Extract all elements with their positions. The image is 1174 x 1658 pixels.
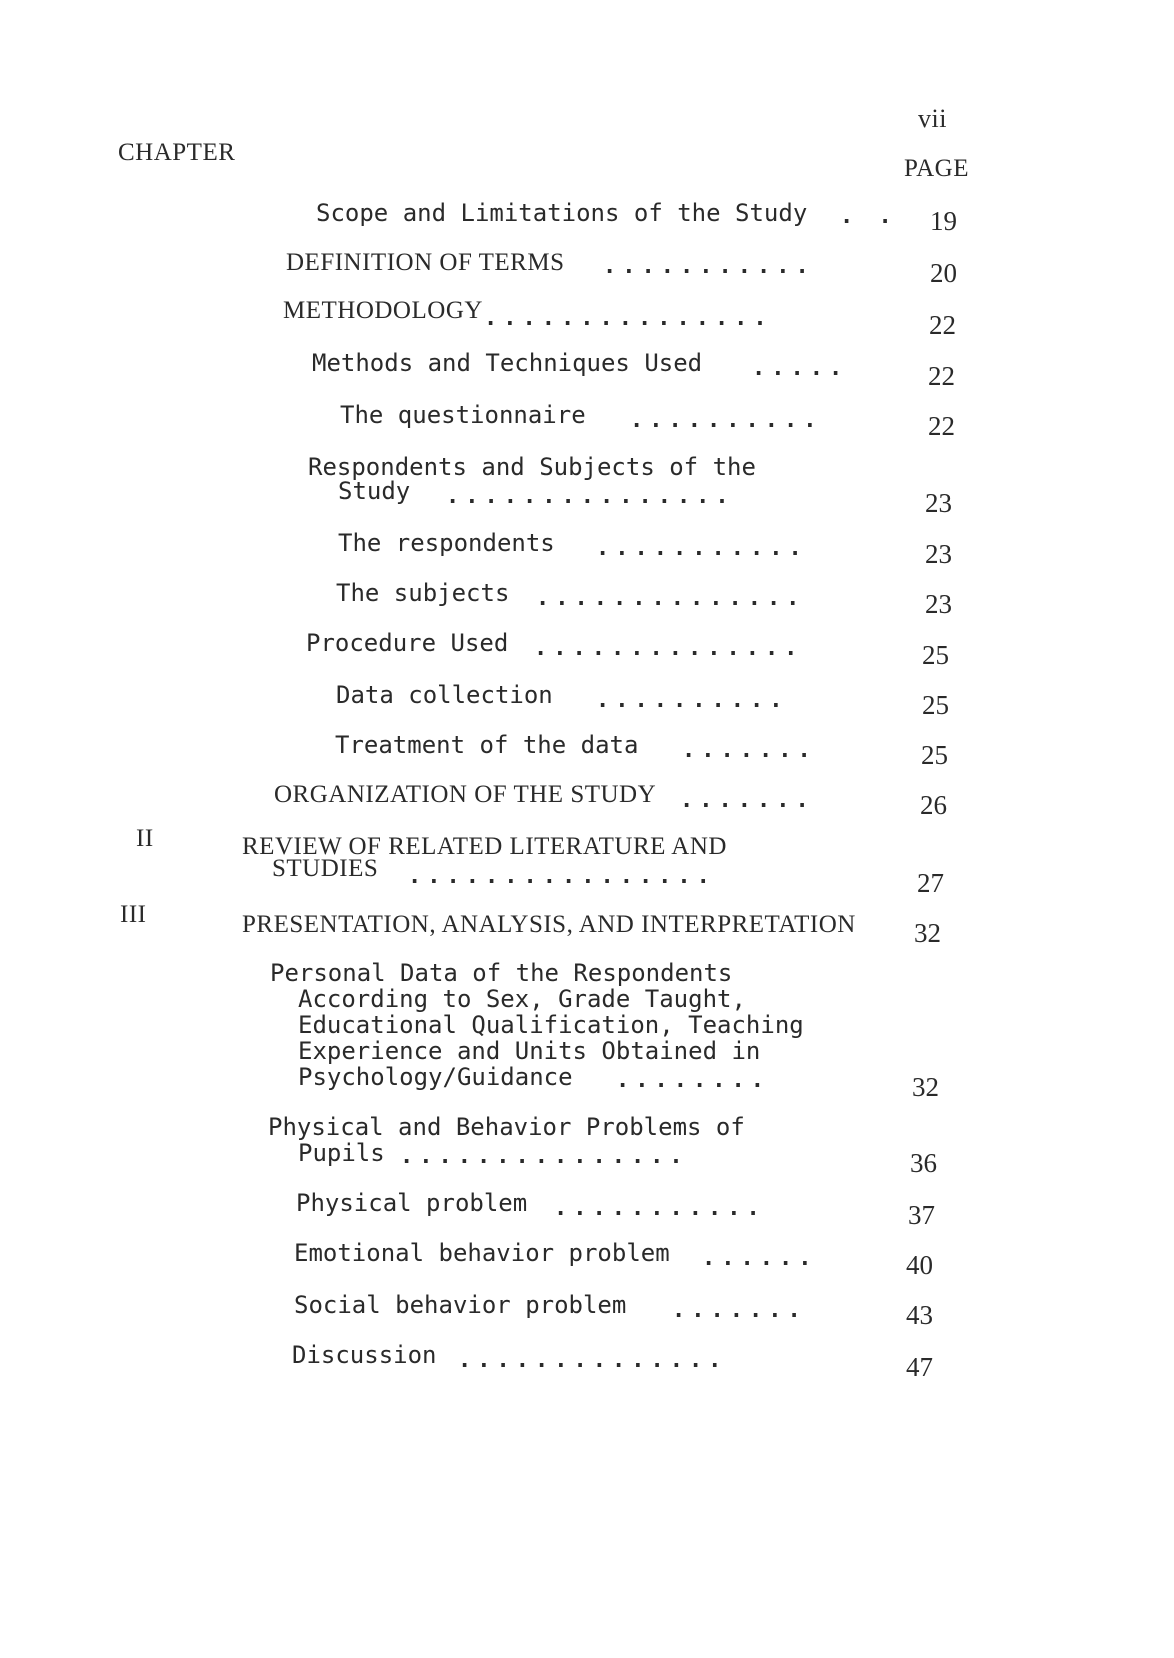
toc-entry-social-page: 43 (906, 1300, 933, 1330)
toc-entry-personal-data-label-line1: Personal Data of the Respondents (270, 959, 733, 987)
toc-entry-the-respondents-label: The respondents (338, 529, 555, 557)
toc-entry-physical-problem-leader: ........... (554, 1196, 766, 1221)
toc-entry-scope-label: Scope and Limitations of the Study (316, 199, 808, 227)
toc-entry-personal-data-label-line2: According to Sex, Grade Taught, (298, 985, 746, 1013)
toc-entry-methods-leader: ..... (752, 356, 849, 381)
toc-entry-respondents-subjects-page: 23 (925, 488, 952, 518)
toc-entry-methodology-label: METHODOLOGY (283, 297, 483, 324)
toc-entry-methods-label: Methods and Techniques Used (312, 349, 703, 377)
toc-entry-discussion-page: 47 (906, 1352, 933, 1382)
toc-entry-definition-page: 20 (930, 258, 957, 288)
chapter-column-label: CHAPTER (118, 139, 236, 166)
toc-entry-data-collection-leader: .......... (596, 688, 789, 713)
toc-entry-the-respondents-page: 23 (925, 539, 952, 569)
toc-entry-social-label: Social behavior problem (294, 1291, 627, 1319)
toc-entry-treatment-leader: ....... (682, 738, 817, 763)
toc-entry-the-subjects-label: The subjects (336, 579, 510, 607)
toc-entry-personal-data-leader: ........ (616, 1068, 770, 1093)
toc-entry-data-collection-label: Data collection (336, 681, 553, 709)
toc-entry-personal-data-label-line5: Psychology/Guidance (298, 1063, 573, 1091)
toc-entry-physical-behavior-leader: ............... (400, 1144, 689, 1169)
toc-entry-social-leader: ....... (672, 1298, 807, 1323)
toc-entry-chapter-ii-label-line2: STUDIES (272, 855, 379, 882)
toc-entry-the-respondents-leader: ........... (596, 536, 808, 561)
toc-entry-methodology-leader: ............... (484, 306, 773, 331)
toc-entry-physical-problem-label: Physical problem (296, 1189, 528, 1217)
chapter-iii-numeral: III (120, 901, 147, 928)
toc-entry-treatment-label: Treatment of the data (335, 731, 639, 759)
toc-entry-physical-behavior-label-line2: Pupils (298, 1139, 385, 1167)
toc-entry-questionnaire-page: 22 (928, 411, 955, 441)
page-column-label: PAGE (904, 155, 969, 182)
toc-entry-chapter-ii-leader: ................ (408, 864, 716, 889)
toc-entry-physical-behavior-page: 36 (910, 1148, 937, 1178)
toc-entry-the-subjects-leader: .............. (536, 586, 806, 611)
toc-entry-definition-leader: ........... (603, 254, 815, 279)
toc-entry-personal-data-label-line3: Educational Qualification, Teaching (298, 1011, 804, 1039)
toc-entry-respondents-subjects-label-line1: Respondents and Subjects of the (308, 453, 756, 481)
toc-entry-chapter-ii-page: 27 (917, 868, 944, 898)
page-number: vii (918, 104, 947, 133)
chapter-ii-numeral: II (136, 825, 154, 852)
toc-entry-questionnaire-leader: .......... (630, 408, 823, 433)
toc-entry-personal-data-label-line4: Experience and Units Obtained in (298, 1037, 761, 1065)
toc-entry-emotional-page: 40 (906, 1250, 933, 1280)
toc-entry-organization-leader: ....... (680, 788, 815, 813)
toc-entry-emotional-label: Emotional behavior problem (294, 1239, 670, 1267)
toc-entry-chapter-iii-label: PRESENTATION, ANALYSIS, AND INTERPRETATION (242, 911, 856, 938)
toc-entry-procedure-label: Procedure Used (306, 629, 509, 657)
toc-entry-organization-page: 26 (920, 790, 947, 820)
toc-entry-chapter-iii-page: 32 (914, 918, 941, 948)
toc-entry-definition-label: DEFINITION OF TERMS (286, 249, 565, 276)
toc-entry-procedure-leader: .............. (534, 636, 804, 661)
toc-entry-discussion-label: Discussion (292, 1341, 437, 1369)
toc-entry-physical-problem-page: 37 (908, 1200, 935, 1230)
toc-entry-methodology-page: 22 (929, 310, 956, 340)
toc-entry-organization-label: ORGANIZATION OF THE STUDY (274, 781, 657, 808)
toc-entry-treatment-page: 25 (921, 740, 948, 770)
toc-entry-respondents-subjects-leader: ............... (446, 484, 735, 509)
toc-entry-the-subjects-page: 23 (925, 589, 952, 619)
toc-entry-chapter-ii-label-line1: REVIEW OF RELATED LITERATURE AND (242, 833, 727, 860)
toc-entry-data-collection-page: 25 (922, 690, 949, 720)
toc-entry-questionnaire-label: The questionnaire (340, 401, 586, 429)
toc-entry-procedure-page: 25 (922, 640, 949, 670)
toc-entry-methods-page: 22 (928, 361, 955, 391)
toc-entry-emotional-leader: ...... (702, 1246, 818, 1271)
toc-entry-respondents-subjects-label-line2: Study (338, 477, 411, 505)
toc-entry-scope-leader: . . (840, 204, 898, 229)
toc-entry-discussion-leader: .............. (458, 1348, 728, 1373)
toc-entry-physical-behavior-label-line1: Physical and Behavior Problems of (268, 1113, 745, 1141)
toc-entry-scope-page: 19 (930, 206, 957, 236)
toc-entry-personal-data-page: 32 (912, 1072, 939, 1102)
